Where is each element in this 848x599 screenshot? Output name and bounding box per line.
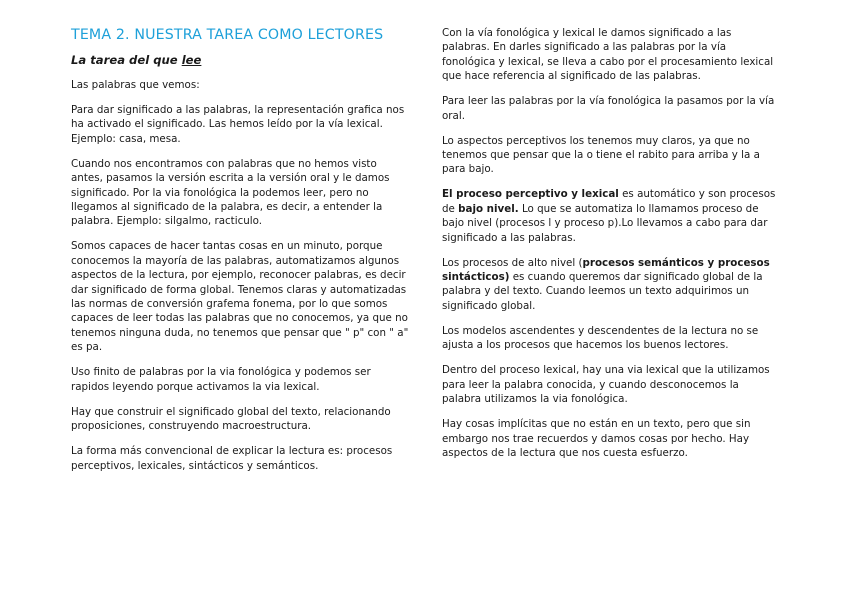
paragraph: Dentro del proceso lexical, hay una via lexical que la utilizamos para leer la palabra conocida, y cuando desconocemos la palabra utilizamos la via fonológica. [442, 364, 770, 406]
subtitle-text: La tarea del que [71, 53, 182, 67]
bold-phrase: El proceso perceptivo y lexical [442, 188, 619, 201]
text-run: es cuando queremos dar significado global de la palabra y del texto. Cuando leemos un texto adquirimos un significado global. [442, 271, 763, 312]
paragraph: La forma más convencional de explicar la lectura es: procesos perceptivos, lexicales, sintácticos y semánticos. [71, 445, 393, 472]
bold-phrase: procesos semánticos y procesos sintácticos) [442, 256, 770, 284]
text-run: Lo que se automatiza lo llamamos proceso de bajo nivel (procesos l y proceso p).Lo llevamos a cabo para dar significado a las palabras. [442, 202, 768, 244]
paragraph: Uso finito de palabras por la via fonológica y podemos ser rapidos leyendo porque activamos la via lexical. [71, 366, 371, 393]
paragraph: Cuando nos encontramos con palabras que no hemos visto antes, pasamos la versión escrita a la versión oral y le damos significado. Por la via fonológica la podemos leer, pero no llegamos al significado de la palabra, es decir, a entender la palabra. Ejemplo: silgalmo, racticulo. [71, 157, 390, 228]
paragraph: Hay que construir el significado global del texto, relacionando proposiciones, construyendo macroestructura. [71, 405, 391, 433]
page-title: TEMA 2. NUESTRA TAREA COMO LECTORES [71, 27, 384, 43]
paragraph: Somos capaces de hacer tantas cosas en un minuto, porque conocemos la mayoría de las palabras, automatizamos algunos aspectos de la lectura, por ejemplo, reconocer palabras, es decir dar significado de forma global. Tenemos claras y automatizadas las normas de conversión grafema fonema, por lo que somos capaces de leer todas las palabras que no conocemos, ya que no tenemos ninguna duda, no tenemos que pensar que " p" con " a" es pa. [71, 240, 409, 354]
paragraph-intro: Las palabras que vemos: [71, 79, 200, 91]
paragraph: Con la vía fonológica y lexical le damos significado a las palabras. En darles significado a las palabras por la vía fonológica y lexical, se lleva a cabo por el procesamiento lexical que hace referencia al significado de las palabras. [442, 27, 774, 83]
paragraph: Para leer las palabras por la vía fonológica la pasamos por la vía oral. [442, 95, 775, 122]
text-run: es automático y son procesos de [442, 188, 776, 215]
paragraph-high-level-processes [442, 256, 780, 314]
paragraph: Los modelos ascendentes y descendentes de la lectura no se ajusta a los procesos que hacemos los buenos lectores. [442, 324, 759, 352]
paragraph: Hay cosas implícitas que no están en un texto, pero que sin embargo nos trae recuerdos y damos cosas por hecho. Hay aspectos de la lectura que nos cuesta esfuerzo. [442, 418, 751, 459]
text-run: Los procesos de alto nivel ( [442, 256, 583, 269]
paragraph-low-level-processes [442, 187, 780, 245]
paragraph: Lo aspectos perceptivos los tenemos muy claros, ya que no tenemos que pensar que la o tiene el rabito para arriba y la a para bajo. [442, 134, 760, 176]
subtitle-underlined-word: lee [181, 53, 202, 67]
bold-phrase: bajo nivel. [458, 202, 519, 215]
section-subtitle [71, 52, 411, 68]
right-column [442, 26, 780, 471]
paragraph: Para dar significado a las palabras, la representación grafica nos ha activado el significado. Las hemos leído por la vía lexical. Ejemplo: casa, mesa. [71, 104, 405, 145]
left-column [71, 26, 411, 484]
